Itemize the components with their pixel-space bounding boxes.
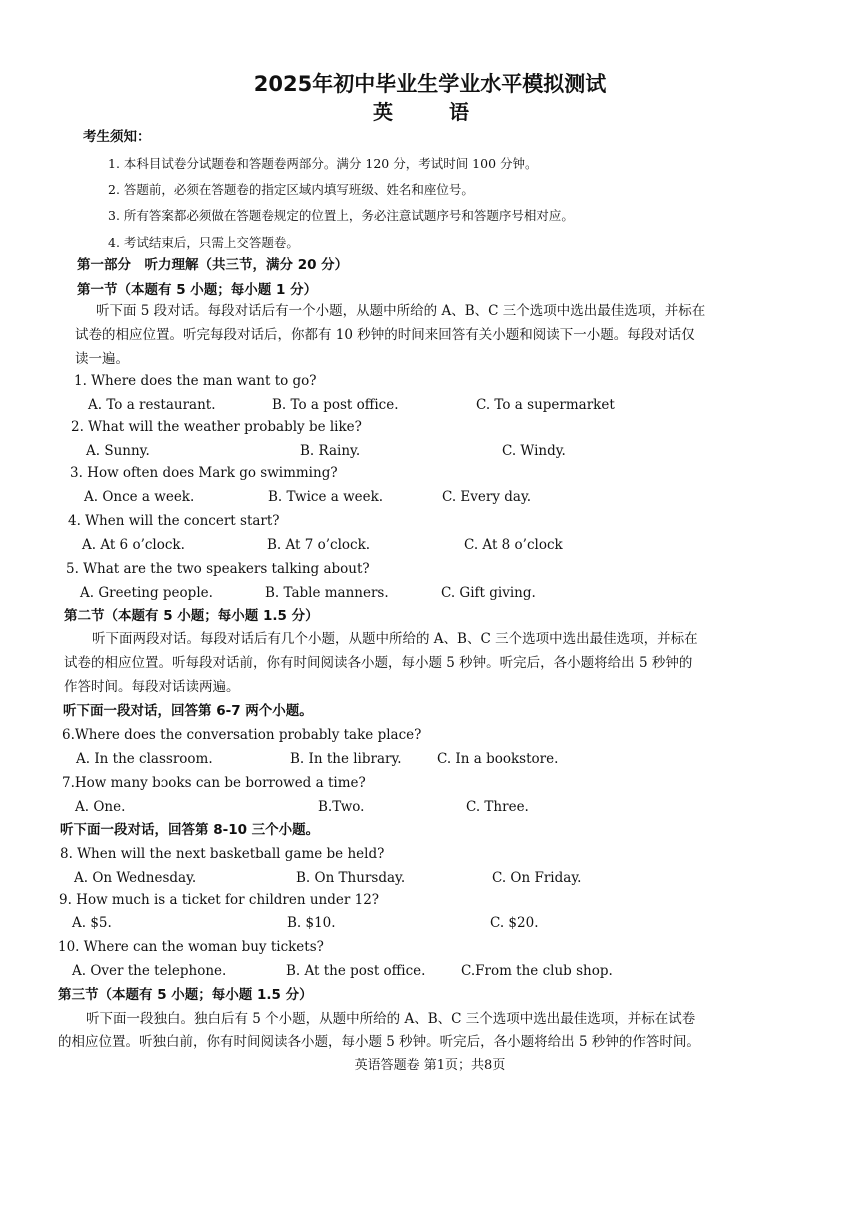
exam-title: 2025年初中毕业生学业水平模拟测试 [253,72,607,96]
part1-heading: 第一部分 听力理解（共三节，满分 20 分） [77,257,349,273]
dialog-1-heading: 听下面一段对话，回答第 6-7 两个小题。 [63,703,313,719]
option-b: B. In the library. [290,751,402,767]
option-b: B. At 7 o’clock. [267,537,371,553]
question-1: 1. Where does the man want to go? [74,373,317,389]
section3-instruction: 的相应位置。听独白前，你有时间阅读各小题，每小题 5 秒钟。听完后，各小题将给出 5 秒钟的作答时间。 [58,1034,700,1050]
notice-heading: 考生须知： [83,129,151,145]
option-c: C. Windy. [502,443,566,459]
option-a: A. In the classroom. [76,751,213,767]
option-c: C. On Friday. [492,870,582,886]
option-a: A. Greeting people. [80,585,213,601]
option-b: B.Two. [318,799,365,815]
question-8: 8. When will the next basketball game be held? [60,846,385,862]
option-b: B. At the post office. [286,963,426,979]
option-c: C. Every day. [442,489,532,505]
section1-instruction: 试卷的相应位置。听完每段对话后，你都有 10 秒钟的时间来回答有关小题和阅读下一小题。每段对话仅 [75,327,695,343]
section3-heading: 第三节（本题有 5 小题；每小题 1.5 分） [58,987,313,1003]
option-b: B. Twice a week. [268,489,384,505]
question-7: 7.How many bɔoks can be borrowed a time? [62,775,366,791]
subject-title: 英 语 [373,100,487,124]
section1-instruction: 听下面 5 段对话。每段对话后有一个小题，从题中所给的 A、B、C 三个选项中选出最佳选项，并标在 [96,303,706,319]
notice-item: 2. 答题前，必须在答题卷的指定区域内填写班级、姓名和座位号。 [108,182,474,197]
section2-heading: 第二节（本题有 5 小题；每小题 1.5 分） [64,608,319,624]
page-footer: 英语答题卷 第1页；共8页 [354,1058,506,1073]
option-a: A. Sunny. [86,443,150,459]
option-c: C. To a supermarket [476,397,615,413]
section3-instruction: 听下面一段独白。独白后有 5 个小题，从题中所给的 A、B、C 三个选项中选出最佳选项，并标在试卷 [86,1011,696,1027]
dialog-2-heading: 听下面一段对话，回答第 8-10 三个小题。 [60,822,320,838]
option-b: B. On Thursday. [296,870,406,886]
option-a: A. At 6 o’clock. [82,537,185,553]
option-b: B. Rainy. [300,443,361,459]
section2-instruction: 试卷的相应位置。听每段对话前，你有时间阅读各小题，每小题 5 秒钟。听完后，各小题将给出 5 秒钟的 [64,655,693,671]
section2-instruction: 听下面两段对话。每段对话后有几个小题，从题中所给的 A、B、C 三个选项中选出最佳选项，并标在 [92,631,698,647]
question-3: 3. How often does Mark go swimming? [70,465,338,481]
section1-instruction: 读一遍。 [75,351,129,367]
option-a: A. Once a week. [84,489,195,505]
option-c: C. Three. [466,799,529,815]
option-c: C.From the club shop. [461,963,613,979]
option-c: C. At 8 o’clock [464,537,563,553]
option-a: A. To a restaurant. [88,397,216,413]
notice-item: 4. 考试结束后，只需上交答题卷。 [108,235,299,250]
question-6: 6.Where does the conversation probably take place? [62,727,422,743]
question-10: 10. Where can the woman buy tickets? [58,939,324,955]
option-b: B. To a post office. [272,397,399,413]
section1-heading: 第一节（本题有 5 小题；每小题 1 分） [77,282,318,298]
notice-item: 3. 所有答案都必须做在答题卷规定的位置上，务必注意试题序号和答题序号相对应。 [108,208,574,223]
option-a: A. $5. [72,915,112,931]
section2-instruction: 作答时间。每段对话读两遍。 [64,679,240,695]
option-b: B. Table manners. [265,585,389,601]
question-9: 9. How much is a ticket for children under 12? [59,892,380,908]
option-a: A. On Wednesday. [74,870,197,886]
question-5: 5. What are the two speakers talking about? [66,561,370,577]
option-c: C. $20. [490,915,539,931]
option-c: C. Gift giving. [441,585,536,601]
question-4: 4. When will the concert start? [68,513,280,529]
option-a: A. Over the telephone. [72,963,227,979]
notice-item: 1. 本科目试卷分试题卷和答题卷两部分。满分 120 分，考试时间 100 分钟。 [108,156,538,171]
option-b: B. $10. [287,915,336,931]
option-c: C. In a bookstore. [437,751,559,767]
option-a: A. One. [75,799,126,815]
question-2: 2. What will the weather probably be like? [71,419,362,435]
